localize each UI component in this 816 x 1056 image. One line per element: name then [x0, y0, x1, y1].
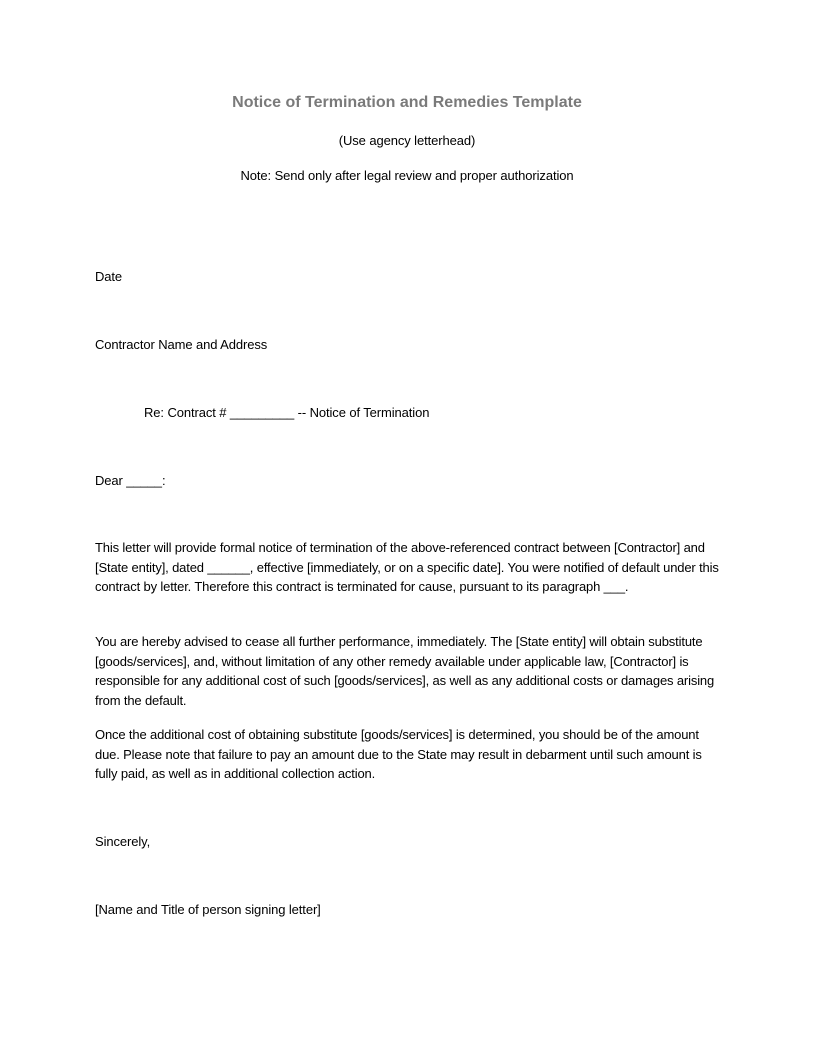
letterhead-note: (Use agency letterhead) — [338, 133, 476, 148]
body-paragraph-notice: This letter will provide formal notice of termination of the above-referenced contract between [Contractor] and [State entity], dated ______, effective [immediately, or on a specific date]. You were notified of default under this contract by letter. Therefore this contract is terminated for cause, pursuant to its paragraph ___. — [95, 540, 719, 595]
body-paragraph-cease: You are hereby advised to cease all further performance, immediately. The [State entity] will obtain substitute [goods/services], and, without limitation of any other remedy available under applicable law, [Contractor] is responsible for any additional cost of such [goods/services], as well as any additional costs or damages arising from the default. — [95, 634, 715, 708]
review-note: Note: Send only after legal review and proper authorization — [240, 168, 574, 183]
body-paragraph-amount-due: Once the additional cost of obtaining substitute [goods/services] is determined, you should be of the amount due. Please note that failure to pay an amount due to the State may result in debarment until such amount is fully paid, as well as in additional collection action. — [95, 727, 702, 782]
date-line: Date — [95, 269, 123, 284]
contractor-address-line: Contractor Name and Address — [95, 337, 268, 352]
document-title: Notice of Termination and Remedies Template — [232, 94, 582, 111]
salutation: Dear _____: — [95, 473, 166, 488]
closing: Sincerely, — [95, 834, 151, 849]
re-line: Re: Contract # _________ -- Notice of Termination — [144, 405, 430, 420]
signer-line: [Name and Title of person signing letter] — [95, 902, 321, 917]
